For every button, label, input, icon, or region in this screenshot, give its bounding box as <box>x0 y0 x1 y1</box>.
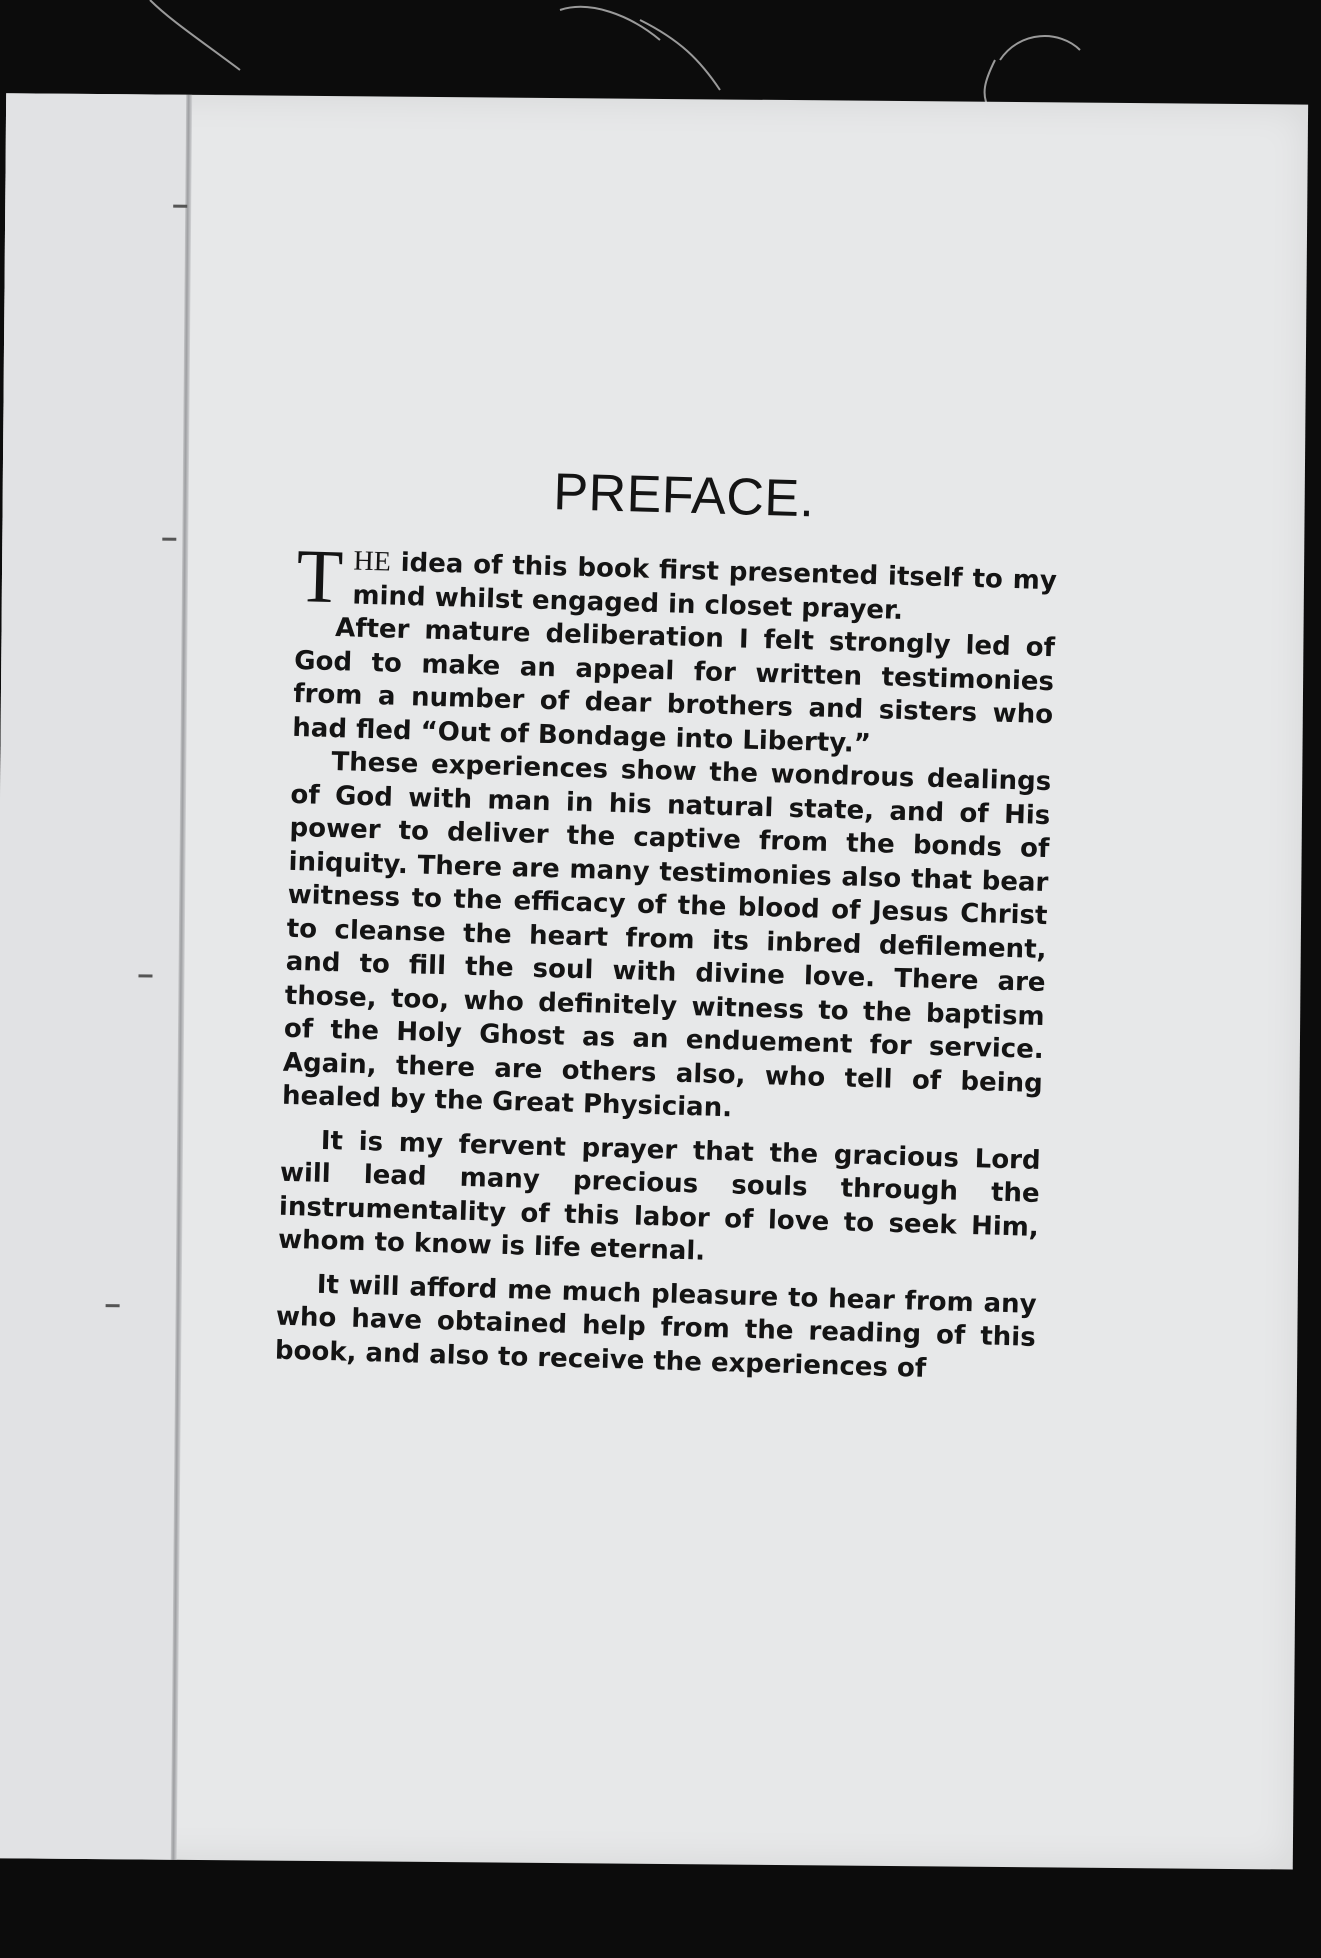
drop-cap: T <box>295 533 345 620</box>
facing-page-edge <box>0 93 186 1860</box>
preface-body <box>274 533 1058 1389</box>
gutter-mark <box>106 1304 120 1307</box>
gutter-mark <box>138 974 152 977</box>
paragraph-2: After mature deliberation I felt strongly led of God to make an appeal for written testimonies from a number of dear brothers and sisters who had fled “Out of Bondage into Liberty.” <box>291 613 1056 759</box>
paragraph-4: It is my fervent prayer that the gracious Lord will lead many precious souls through the instrumentality of this labor of love to seek Him, whom to know is life eternal. <box>277 1125 1042 1267</box>
paragraph-1-text: idea of this book first presented itself to my mind whilst engaged in closet prayer. <box>352 547 1058 626</box>
film-scratch-marks <box>0 0 1321 110</box>
gutter-mark <box>162 538 176 541</box>
drop-cap-continuation: HE <box>353 545 392 578</box>
page-title: PREFACE. <box>552 463 816 529</box>
preface-content <box>275 455 1060 1389</box>
gutter-mark <box>173 205 187 208</box>
paragraph-3: These experiences show the wondrous dealings of God with man in his natural state, and of His power to deliver the captive from the bonds of iniquity. There are many testimonies also that bear witness to the efficacy of the blood of Jesus Christ to cleanse the heart from its inbred defilement, and to fill the soul with divine love. There are those, too, who definitely witness to the baptism of the Holy Ghost as an enduement for service. Again, there are others also, who tell of being healed by the Great Physician. <box>281 747 1052 1124</box>
paragraph-5: It will afford me much pleasure to hear from any who have obtained help from the reading of this book, and also to receive the experiences of <box>274 1269 1037 1384</box>
